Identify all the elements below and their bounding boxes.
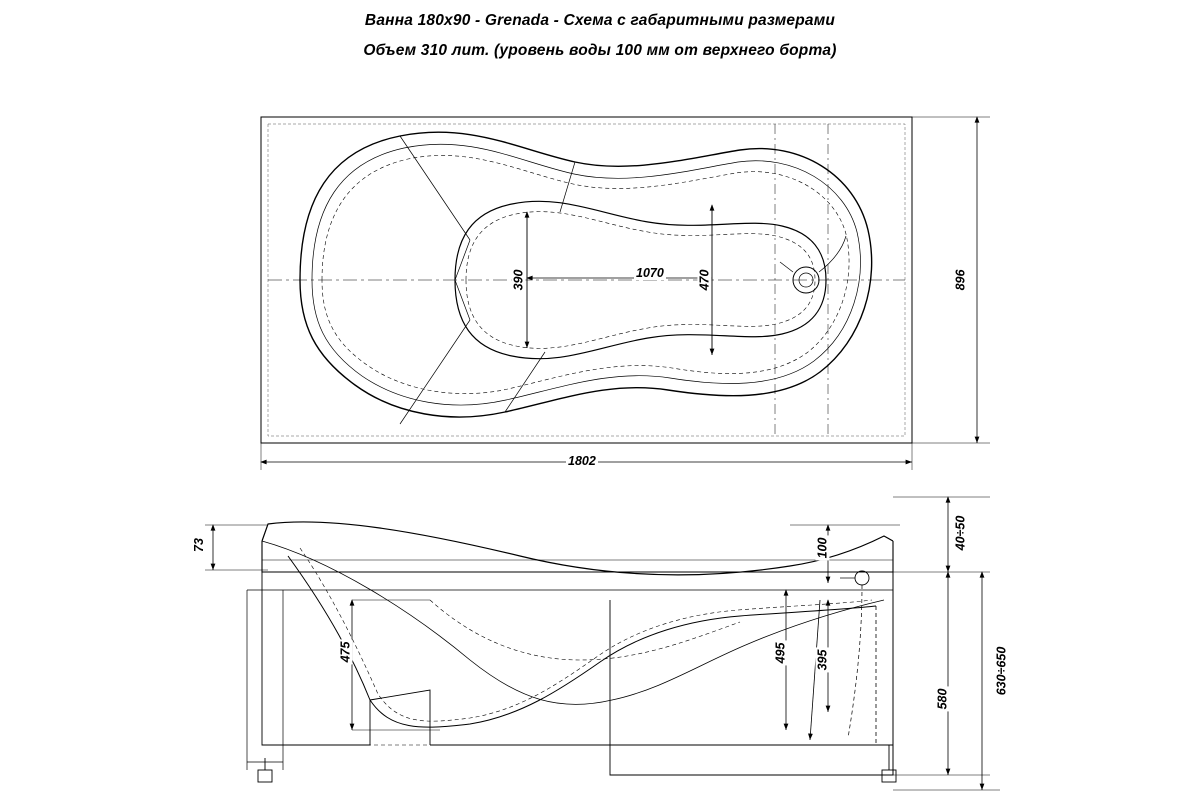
dim-depth-left: 475 xyxy=(338,641,353,663)
drawing-title-line-1: Ванна 180х90 - Grenada - Схема с габаритными размерами xyxy=(364,12,836,29)
top-view-plan xyxy=(261,117,990,470)
dim-depth-inner: 495 xyxy=(773,642,788,664)
drawing-title-block xyxy=(0,6,1200,66)
drawing-title-line-2: Объем 310 лит. (уровень воды 100 мм от верхнего борта) xyxy=(363,42,837,59)
dim-rim-thickness: 73 xyxy=(191,538,206,552)
dim-overall-length: 1802 xyxy=(568,454,596,468)
side-view-elevation xyxy=(205,497,1000,790)
dim-body-height: 580 xyxy=(935,688,950,710)
dim-inner-length: 1070 xyxy=(636,266,664,280)
dim-foot-adjust: 40÷50 xyxy=(953,515,968,551)
dim-inner-width-left: 390 xyxy=(511,269,526,291)
dim-inner-width-right: 470 xyxy=(697,269,712,291)
dim-overall-width: 896 xyxy=(953,269,968,291)
dim-total-height: 630÷650 xyxy=(994,646,1009,696)
dim-water-level: 100 xyxy=(815,537,830,559)
dim-depth-water: 395 xyxy=(815,649,830,671)
